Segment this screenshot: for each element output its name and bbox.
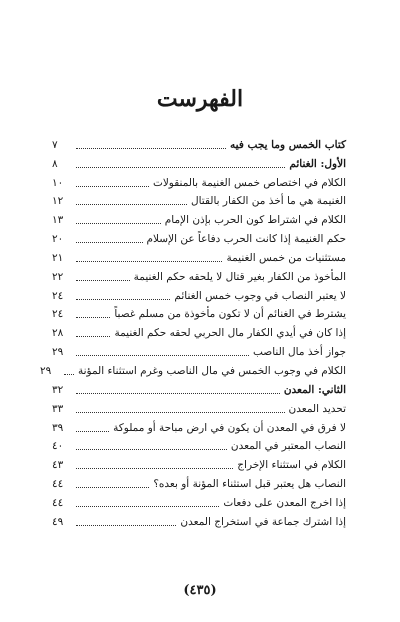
toc-entry-page-number: ١٢ [52, 195, 64, 208]
toc-entry-page-number: ٢٤ [52, 289, 64, 302]
toc-entry [52, 453, 346, 472]
toc-entry [52, 435, 346, 454]
toc-dot-leader [64, 374, 74, 375]
toc-entry [52, 416, 346, 435]
toc-entry [52, 208, 346, 227]
toc-entry-title: الكلام في اشتراط كون الحرب بإذن الإمام [164, 214, 346, 227]
toc-dot-leader [76, 299, 170, 300]
toc-entry-page-number: ٢١ [52, 251, 64, 264]
toc-entry-title: الأول: الغنائم [289, 157, 346, 170]
toc-dot-leader [76, 355, 249, 356]
toc-entry-title: الكلام في وجوب الخمس في مال الناصب وغرم استثناء المؤنة [77, 364, 346, 377]
toc-entry-page-number: ٨ [52, 157, 58, 170]
toc-entry-page-number: ٣٣ [52, 402, 64, 415]
toc-entry-title: مستثنيات من خمس الغنيمة [226, 251, 346, 264]
toc-entry-page-number: ١٠ [52, 176, 64, 189]
toc-entry-page-number: ٢٩ [52, 346, 64, 359]
toc-entry-page-number: ١٣ [52, 214, 64, 227]
toc-dot-leader [76, 167, 285, 168]
toc-entry-page-number: ٤٠ [52, 440, 64, 453]
toc-entry-title: النصاب هل يعتبر قبل استثناء المؤنة أو بعده؟ [153, 478, 346, 491]
toc-entry [39, 359, 346, 378]
toc-dot-leader [76, 506, 219, 507]
toc-dot-leader [76, 449, 227, 450]
toc-entry-title: إذا اشترك جماعة في استخراج المعدن [180, 515, 346, 528]
toc-dot-leader [76, 280, 130, 281]
toc-dot-leader [76, 148, 226, 149]
toc-entry [52, 246, 346, 265]
toc-dot-leader [76, 186, 149, 187]
toc-entry [52, 171, 346, 190]
toc-dot-leader [76, 431, 109, 432]
toc-entry [52, 133, 346, 152]
toc-dot-leader [76, 412, 285, 413]
toc-entry-title: حكم الغنيمة إذا كانت الحرب دفاعاً عن الإسلام [146, 233, 346, 246]
toc-entry-title: لا يعتبر النصاب في وجوب خمس الغنائم [174, 289, 346, 302]
toc-entry [52, 472, 346, 491]
toc-entry [52, 152, 346, 171]
toc-entry-page-number: ٤٩ [52, 515, 64, 528]
toc-entry [52, 265, 346, 284]
toc-entry [52, 227, 346, 246]
toc-entry-page-number: ٧ [52, 138, 58, 151]
toc-dot-leader [76, 223, 161, 224]
toc-dot-leader [76, 204, 187, 205]
toc-entry-title: تحديد المعدن [288, 402, 346, 415]
toc-entry-title: المأخوذ من الكفار بغير قتال لا يلحقه حكم الغنيمة [133, 270, 346, 283]
toc-entry-page-number: ٢٤ [52, 308, 64, 321]
toc-entry-title: يشترط في الغنائم أن لا تكون مأخوذة من مسلم غصباً [114, 308, 346, 321]
toc-entry [52, 340, 346, 359]
toc-entry-title: لا فرق في المعدن أن يكون في ارض مباحة أو مملوكة [113, 421, 346, 434]
toc-entry-page-number: ٢٨ [52, 327, 64, 340]
toc-dot-leader [76, 468, 233, 469]
toc-entry-page-number: ٢٢ [52, 270, 64, 283]
toc-entry-title: الغنيمة هي ما أخذ من الكفار بالقتال [190, 195, 346, 208]
toc-dot-leader [76, 487, 149, 488]
toc-entry [52, 510, 346, 529]
toc-dot-leader [76, 336, 110, 337]
toc-entry-page-number: ٤٣ [52, 459, 64, 472]
toc-entry-page-number: ٤٤ [52, 496, 64, 509]
toc-dot-leader [76, 393, 280, 394]
toc-entry [52, 303, 346, 322]
toc-entry-title: النصاب المعتبر في المعدن [230, 440, 346, 453]
toc-entry-title: الكلام في استثناء الإخراج [237, 459, 346, 472]
page-number-footer: (٤٣٥) [183, 583, 217, 598]
toc-entry [52, 321, 346, 340]
toc-entry-title: إذا كان في أيدي الكفار مال الحربي لحقه حكم الغنيمة [114, 327, 346, 340]
table-of-contents [39, 133, 346, 529]
toc-entry [52, 284, 346, 303]
toc-entry [52, 190, 346, 209]
toc-entry-page-number: ٢٩ [39, 364, 52, 377]
toc-entry [52, 378, 346, 397]
toc-entry-page-number: ٢٠ [52, 233, 64, 246]
toc-entry [52, 397, 346, 416]
toc-entry-page-number: ٣٢ [52, 383, 64, 396]
toc-entry-title: الثاني: المعدن [283, 383, 346, 396]
page-title: الفهرست [156, 86, 244, 112]
toc-entry-title: الكلام في اختصاص خمس الغنيمة بالمنقولات [152, 176, 346, 189]
toc-dot-leader [76, 242, 143, 243]
toc-entry-title: كتاب الخمس وما يجب فيه [230, 138, 346, 151]
toc-dot-leader [76, 261, 222, 262]
toc-entry-page-number: ٤٤ [52, 478, 64, 491]
toc-dot-leader [76, 525, 176, 526]
toc-entry-title: جواز أخذ مال الناصب [253, 346, 346, 359]
toc-entry-title: إذا اخرج المعدن على دفعات [223, 496, 346, 509]
toc-entry [52, 491, 346, 510]
toc-dot-leader [76, 317, 110, 318]
toc-entry-page-number: ٣٩ [52, 421, 64, 434]
